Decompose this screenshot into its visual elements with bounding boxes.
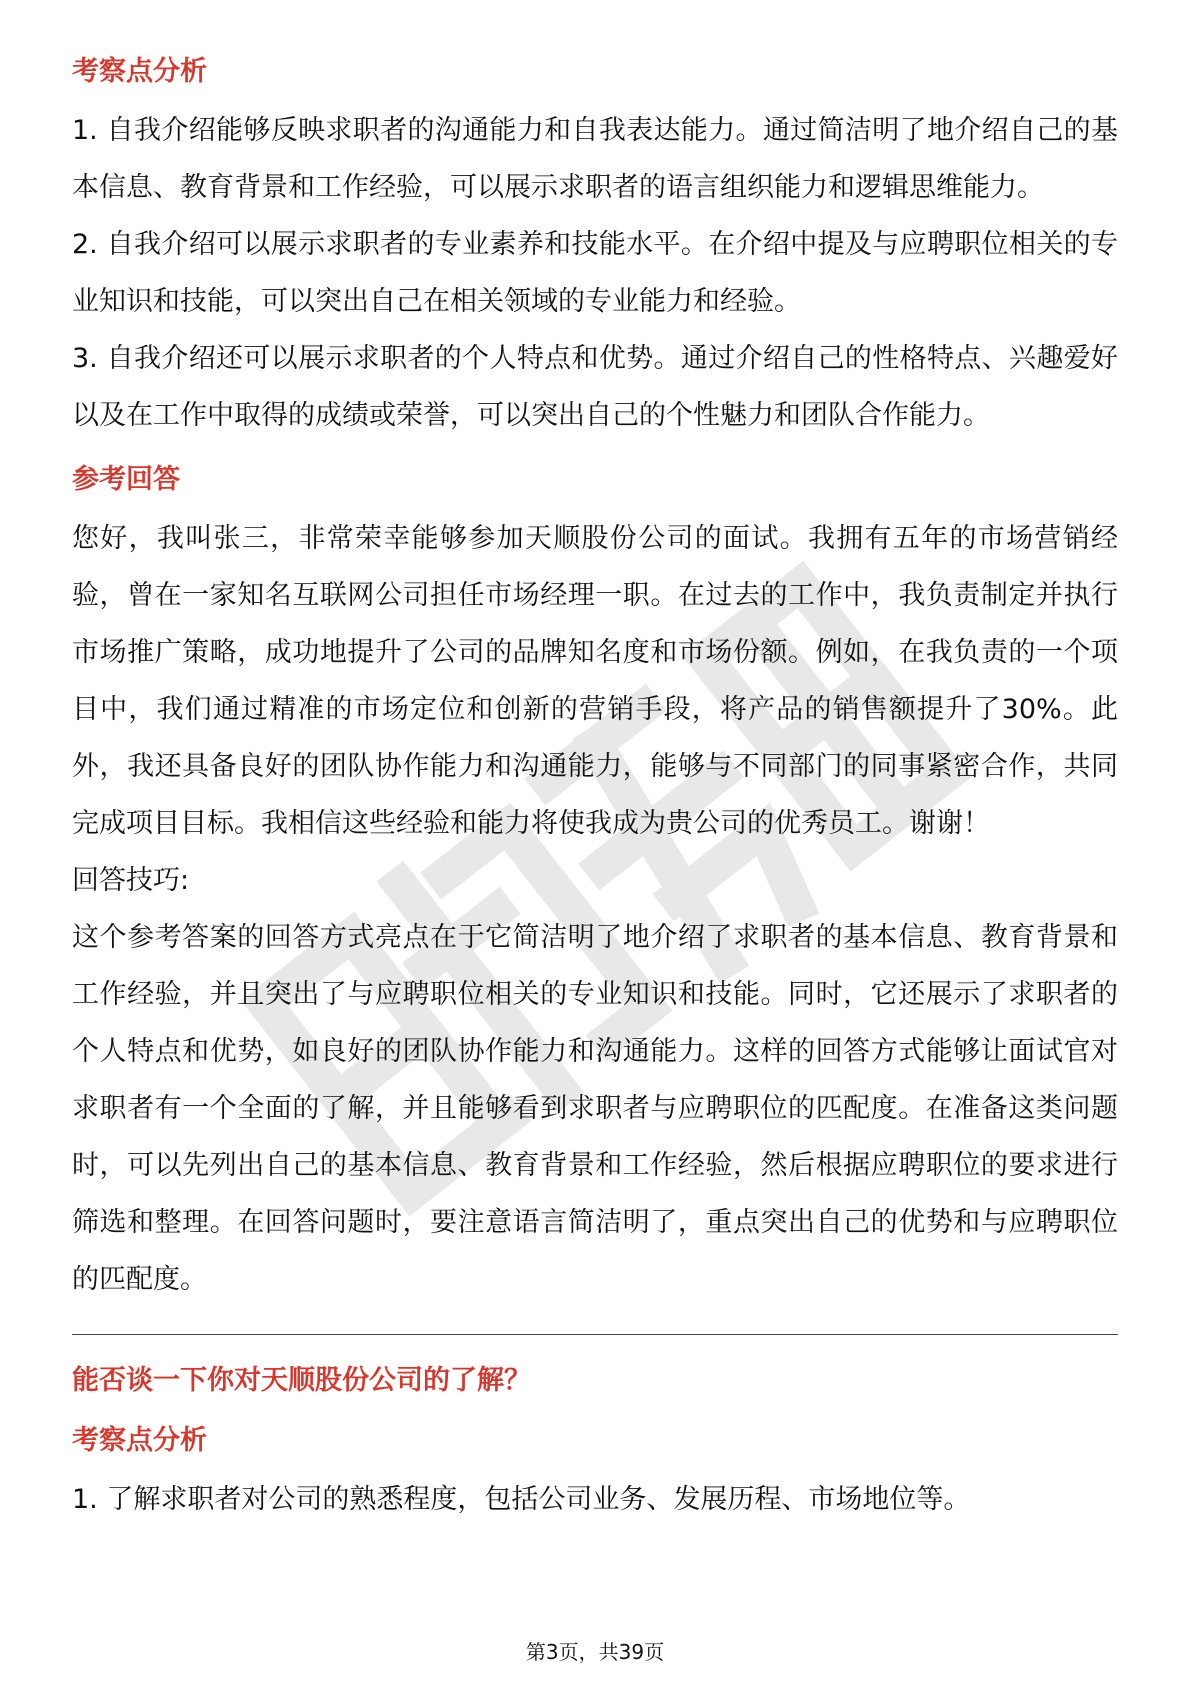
reference-answer-text: 您好，我叫张三，非常荣幸能够参加天顺股份公司的面试。我拥有五年的市场营销经验，曾在一家知名互联网公司担任市场经理一职。在过去的工作中，我负责制定并执行市场推广策略，成功地提升了公司的品牌知名度和市场份额。例如，在我负责的一个项目中，我们通过精准的市场定位和创新的营销手段，将产品的销售额提升了30%。此外，我还具备良好的团队协作能力和沟通能力，能够与不同部门的同事紧密合作，共同完成项目目标。我相信这些经验和能力将使我成为贵公司的优秀员工。谢谢！	[72, 523, 1118, 839]
document-content	[72, 48, 1118, 1528]
answer-tips-text: 这个参考答案的回答方式亮点在于它简洁明了地介绍了求职者的基本信息、教育背景和工作经验，并且突出了与应聘职位相关的专业知识和技能。同时，它还展示了求职者的个人特点和优势，如良好的团队协作能力和沟通能力。这样的回答方式能够让面试官对求职者有一个全面的了解，并且能够看到求职者与应聘职位的匹配度。在准备这类问题时，可以先列出自己的基本信息、教育背景和工作经验，然后根据应聘职位的要求进行筛选和整理。在回答问题时，要注意语言简洁明了，重点突出自己的优势和与应聘职位的匹配度。	[72, 922, 1118, 1295]
answer-tips-label: 回答技巧:	[72, 865, 190, 896]
section-heading-analysis-2: 考察点分析	[72, 1425, 207, 1456]
question-title: 能否谈一下你对天顺股份公司的了解？	[72, 1365, 531, 1396]
analysis-point-2: 2. 自我介绍可以展示求职者的专业素养和技能水平。在介绍中提及与应聘职位相关的专业知识和技能，可以突出自己在相关领域的专业能力和经验。	[72, 229, 1118, 317]
analysis-point-3: 3. 自我介绍还可以展示求职者的个人特点和优势。通过介绍自己的性格特点、兴趣爱好以及在工作中取得的成绩或荣誉，可以突出自己的个性魅力和团队合作能力。	[72, 343, 1118, 431]
section-divider	[72, 1334, 1118, 1335]
analysis-point-1-q2: 1. 了解求职者对公司的熟悉程度，包括公司业务、发展历程、市场地位等。	[72, 1484, 971, 1515]
page-footer: 第3页，共39页	[525, 1640, 665, 1664]
analysis-point-1: 1. 自我介绍能够反映求职者的沟通能力和自我表达能力。通过简洁明了地介绍自己的基本信息、教育背景和工作经验，可以展示求职者的语言组织能力和逻辑思维能力。	[72, 115, 1118, 203]
section-heading-analysis: 考察点分析	[72, 56, 207, 87]
section-heading-reference-answer: 参考回答	[72, 464, 180, 495]
